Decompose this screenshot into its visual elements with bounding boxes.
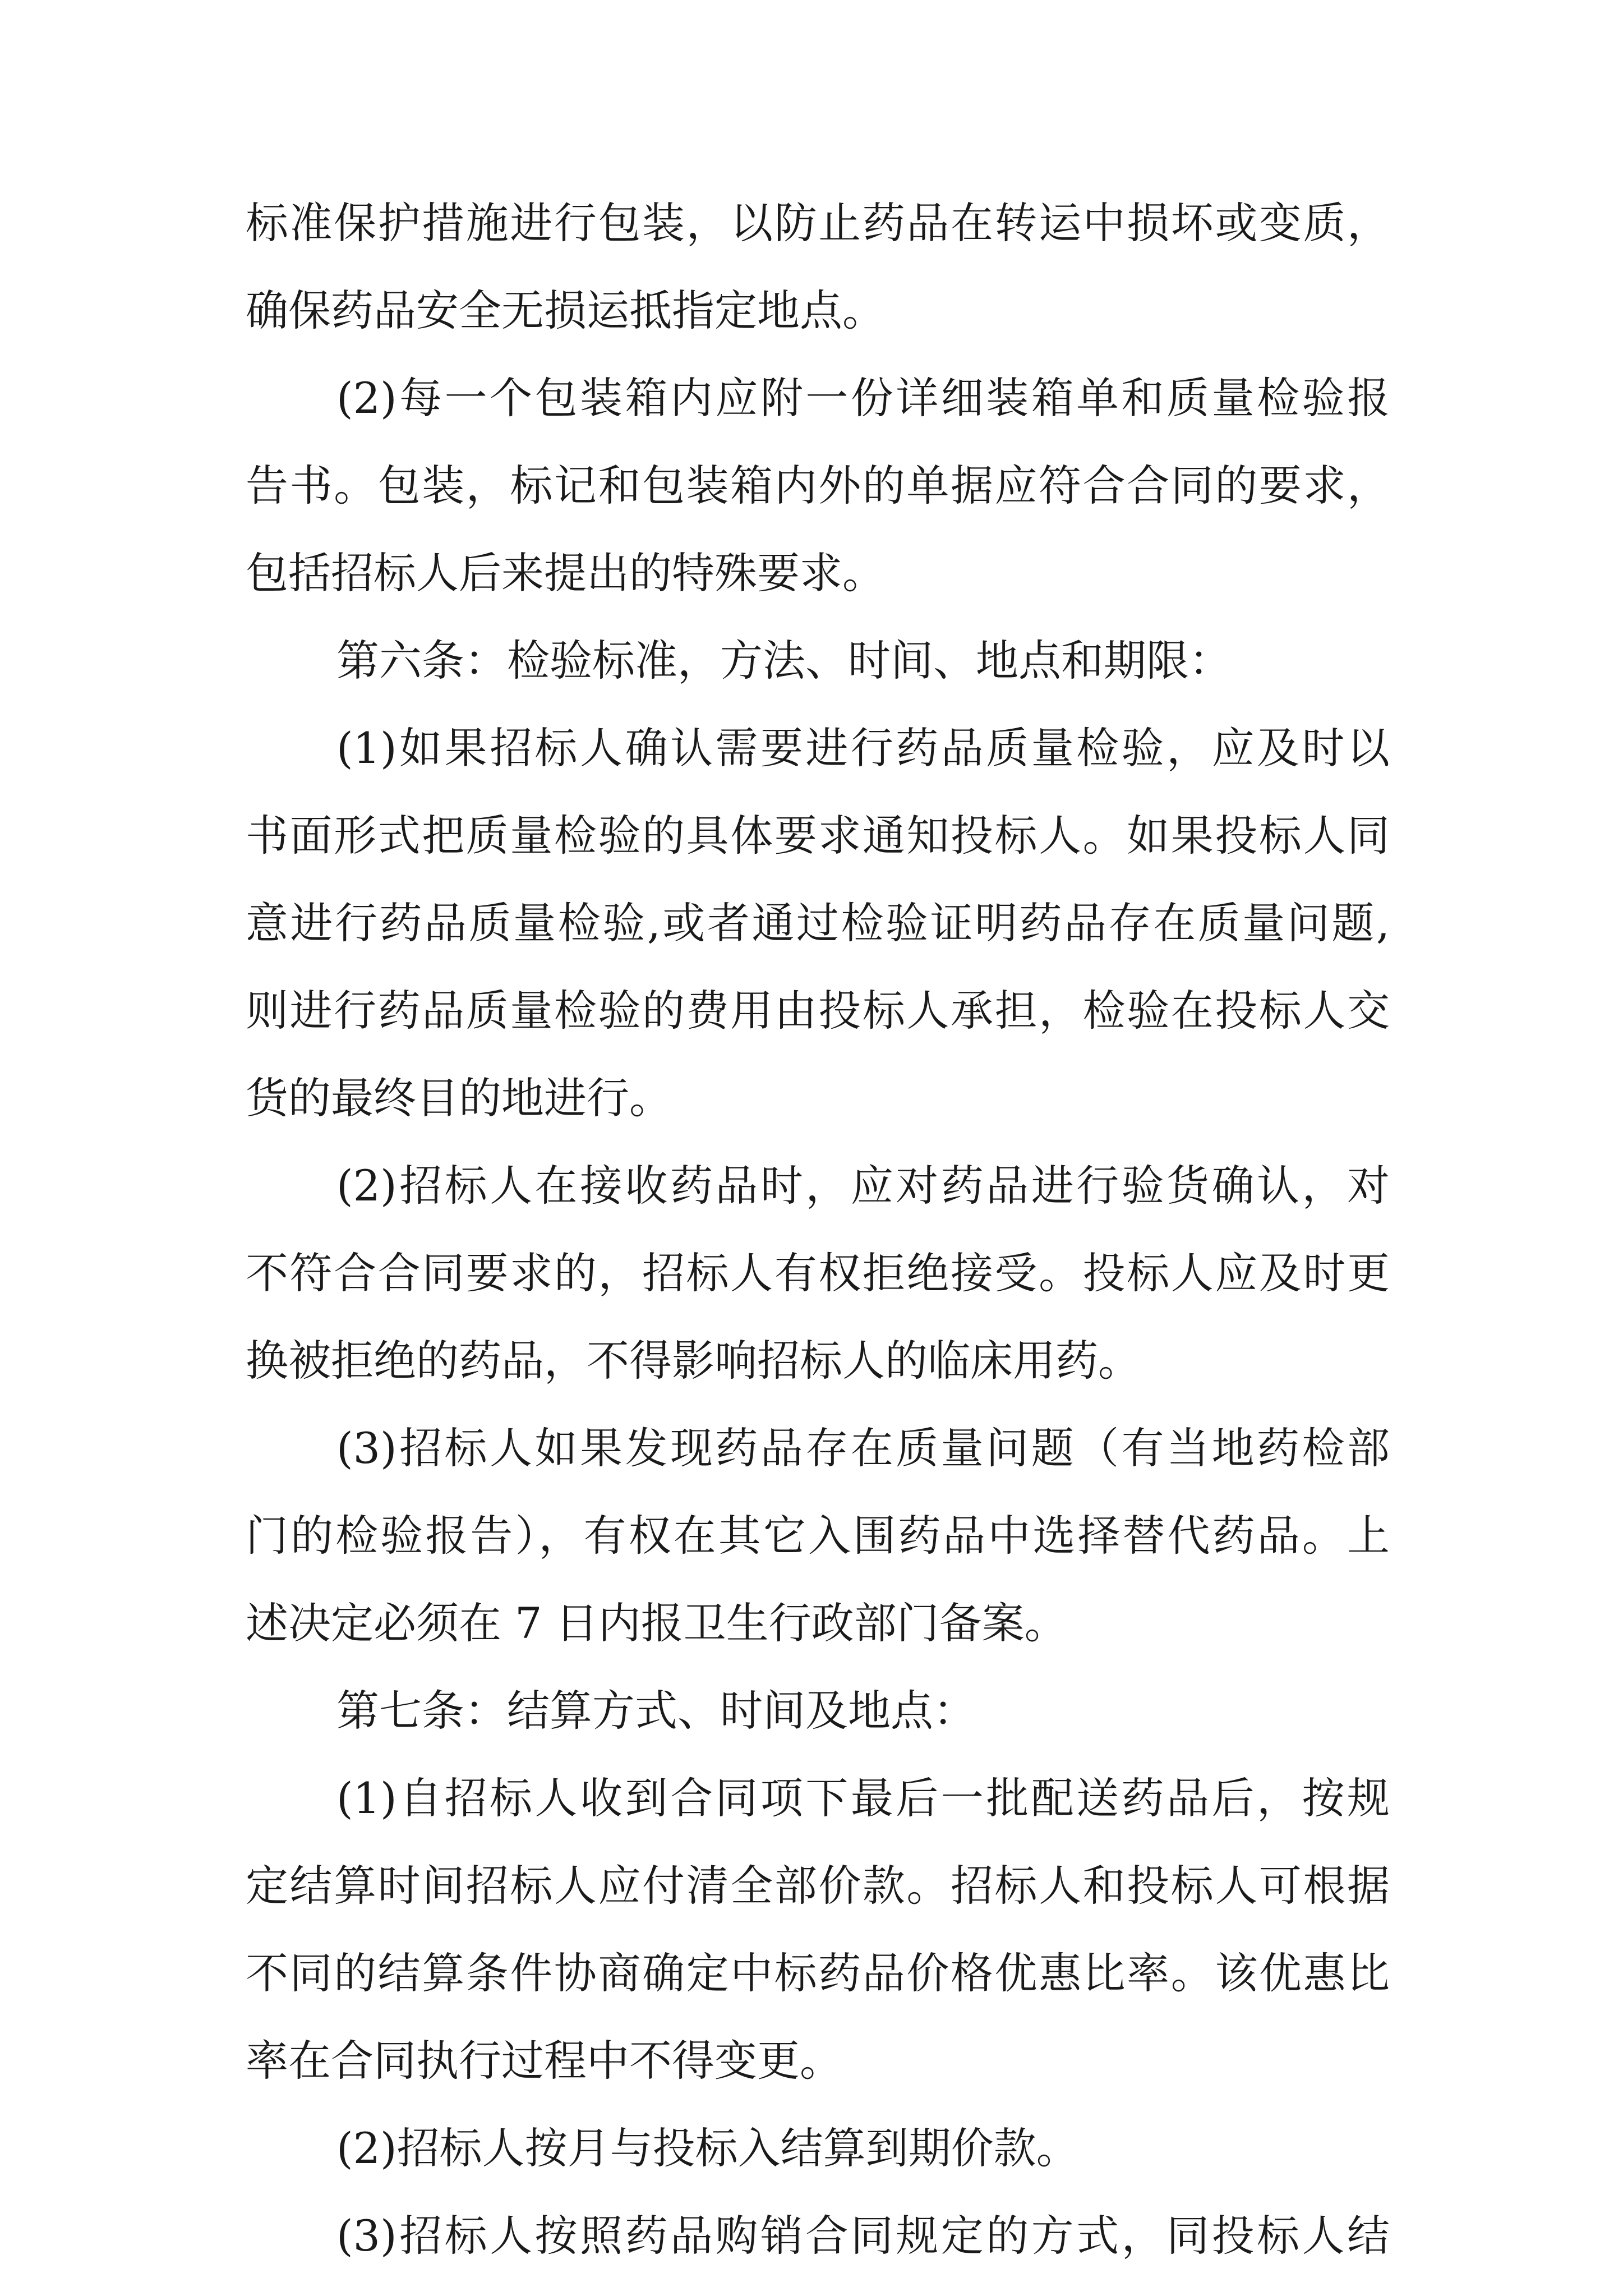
section-heading: 第七条：结算方式、时间及地点： [336,1686,976,1736]
text-line: 门的检验报告），有权在其它入围药品中选择替代药品。上 [246,1511,1390,1561]
text-line: 货的最终目的地进行。 [246,1073,672,1123]
text-line: 换被拒绝的药品，不得影响招标人的临床用药。 [246,1336,1141,1386]
text-line: (2)招标人在接收药品时，应对药品进行验货确认，对 [336,1161,1390,1211]
text-line: 定结算时间招标人应付清全部价款。招标人和投标人可根据 [246,1861,1390,1911]
text-line: (1)自招标人收到合同项下最后一批配送药品后，按规 [336,1773,1390,1823]
text-line: 确保药品安全无损运抵指定地点。 [246,286,885,335]
text-line: 标准保护措施进行包装，以防止药品在转运中损坏或变质， [246,198,1390,248]
text-line: 不符合合同要求的，招标人有权拒绝接受。投标人应及时更 [246,1248,1390,1298]
text-line: 告书。包装，标记和包装箱内外的单据应符合合同的要求， [246,461,1390,510]
text-line: (3)招标人按照药品购销合同规定的方式，同投标人结 [336,2211,1390,2261]
text-line: (1)如果招标人确认需要进行药品质量检验，应及时以 [336,723,1390,773]
text-line: 则进行药品质量检验的费用由投标人承担，检验在投标人交 [246,986,1390,1036]
text-line: (2)招标人按月与投标入结算到期价款。 [336,2123,1079,2173]
text-line: 不同的结算条件协商确定中标药品价格优惠比率。该优惠比 [246,1948,1390,1998]
text-line: 包括招标人后来提出的特殊要求。 [246,548,885,598]
section-heading: 第六条：检验标准，方法、时间、地点和期限： [336,636,1232,685]
text-line: (3)招标人如果发现药品存在质量问题（有当地药检部 [336,1423,1390,1473]
text-line: 意进行药品质量检验,或者通过检验证明药品存在质量问题, [246,898,1390,948]
text-line: 书面形式把质量检验的具体要求通知投标人。如果投标人同 [246,811,1390,861]
text-line: 述决定必须在 7 日内报卫生行政部门备案。 [246,1598,1067,1648]
text-line: (2)每一个包装箱内应附一份详细装箱单和质量检验报 [336,373,1390,423]
text-line: 率在合同执行过程中不得变更。 [246,2036,842,2086]
